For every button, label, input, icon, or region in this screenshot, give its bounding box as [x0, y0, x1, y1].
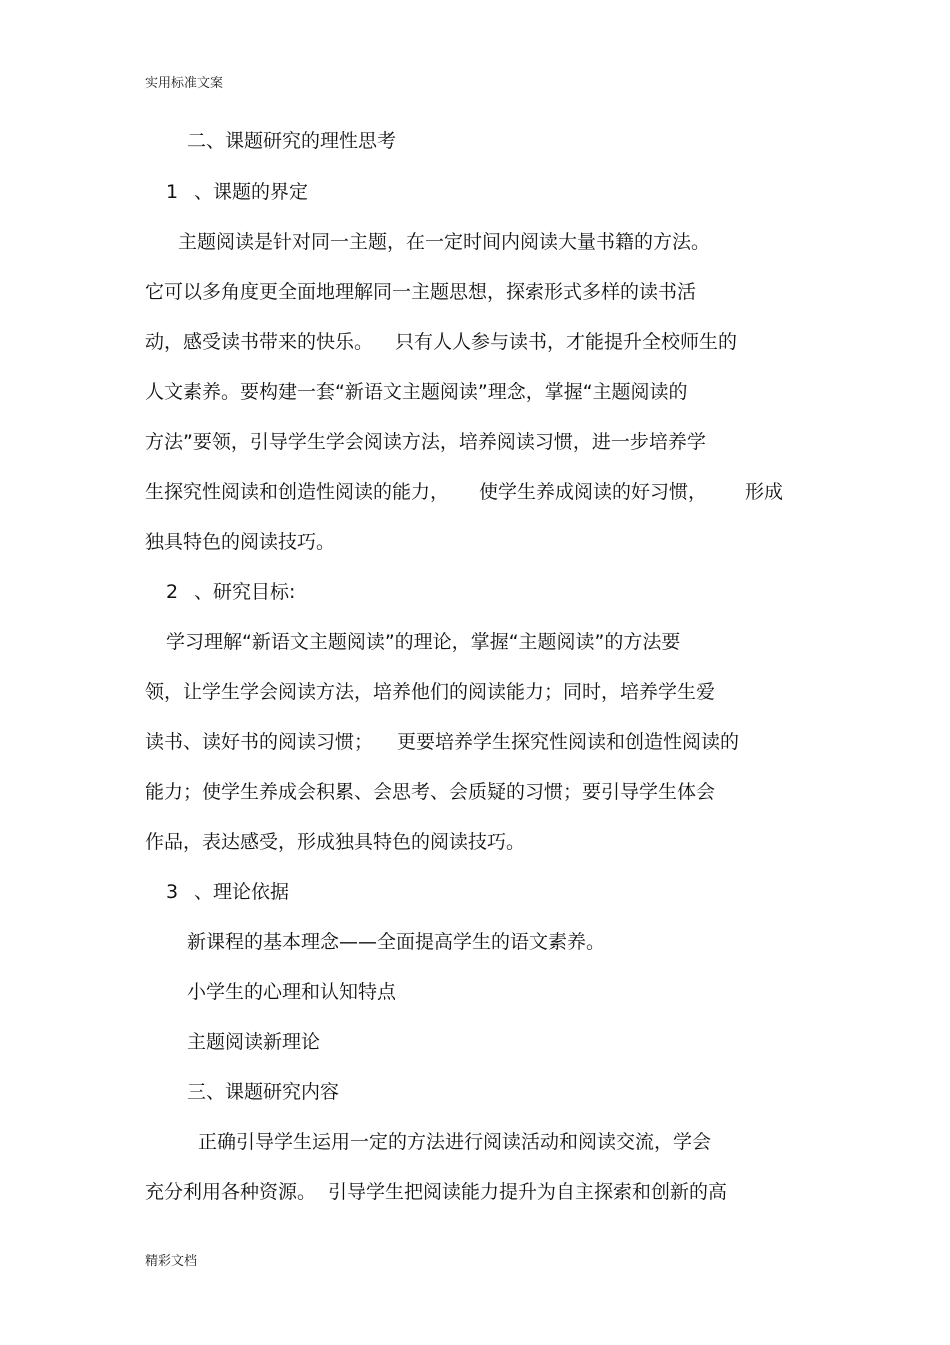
p2-line-3 — [145, 729, 739, 755]
item-1-number: 1 — [166, 181, 179, 203]
p3-line-2b: 引导学生把阅读能力提升为自主探索和创新的高 — [328, 1181, 728, 1203]
p1-line-6b: 使学生养成阅读的好习惯， — [479, 481, 708, 503]
item-3-heading — [166, 879, 289, 905]
p2-line-1: 学习理解“新语文主题阅读”的理论，掌握“主题阅读”的方法要 — [166, 631, 681, 653]
section-heading-2: 二、课题研究的理性思考 — [187, 130, 397, 152]
p1-line-4: 人文素养。要构建一套“新语文主题阅读”理念，掌握“主题阅读的 — [145, 381, 688, 403]
p2-line-5: 作品，表达感受，形成独具特色的阅读技巧。 — [145, 831, 526, 853]
p3-line-1: 正确引导学生运用一定的方法进行阅读活动和阅读交流，学会 — [198, 1131, 712, 1153]
p1-line-2: 它可以多角度更全面地理解同一主题思想，探索形式多样的读书活 — [145, 281, 697, 303]
p1-line-6c: 形成 — [745, 481, 784, 503]
item-1-title: 、课题的界定 — [194, 181, 309, 203]
basis-1: 新课程的基本理念——全面提高学生的语文素养。 — [187, 931, 606, 953]
p1-line-7: 独具特色的阅读技巧。 — [145, 531, 336, 553]
item-1-heading — [166, 179, 308, 205]
item-3-title: 、理论依据 — [194, 881, 290, 903]
p3-line-2a: 充分利用各种资源。 — [145, 1181, 317, 1203]
item-3-number: 3 — [166, 881, 179, 903]
p3-line-2 — [145, 1179, 727, 1205]
p1-line-5: 方法”要领，引导学生学会阅读方法，培养阅读习惯，进一步培养学 — [145, 431, 706, 453]
basis-2: 小学生的心理和认知特点 — [187, 981, 397, 1003]
p1-line-1: 主题阅读是针对同一主题，在一定时间内阅读大量书籍的方法。 — [178, 231, 711, 253]
p1-line-3a: 动，感受读书带来的快乐。 — [145, 331, 374, 353]
p2-line-3a: 读书、读好书的阅读习惯； — [145, 731, 374, 753]
section-heading-3: 三、课题研究内容 — [187, 1081, 340, 1103]
p2-line-4: 能力；使学生养成会积累、会思考、会质疑的习惯；要引导学生体会 — [145, 781, 716, 803]
p2-line-2: 领，让学生学会阅读方法，培养他们的阅读能力；同时，培养学生爱 — [145, 681, 716, 703]
p1-line-3 — [145, 329, 737, 355]
p1-line-3b: 只有人人参与读书，才能提升全校师生的 — [395, 331, 738, 353]
p1-line-6 — [145, 479, 783, 505]
p1-line-6a: 生探究性阅读和创造性阅读的能力， — [145, 481, 450, 503]
page-header: 实用标准文案 — [145, 76, 224, 91]
item-2-heading — [166, 579, 295, 605]
item-2-number: 2 — [166, 581, 179, 603]
item-2-title: 、研究目标: — [194, 581, 296, 603]
page-footer: 精彩文档 — [145, 1254, 198, 1269]
basis-3: 主题阅读新理论 — [187, 1031, 321, 1053]
p2-line-3b: 更要培养学生探究性阅读和创造性阅读的 — [397, 731, 740, 753]
